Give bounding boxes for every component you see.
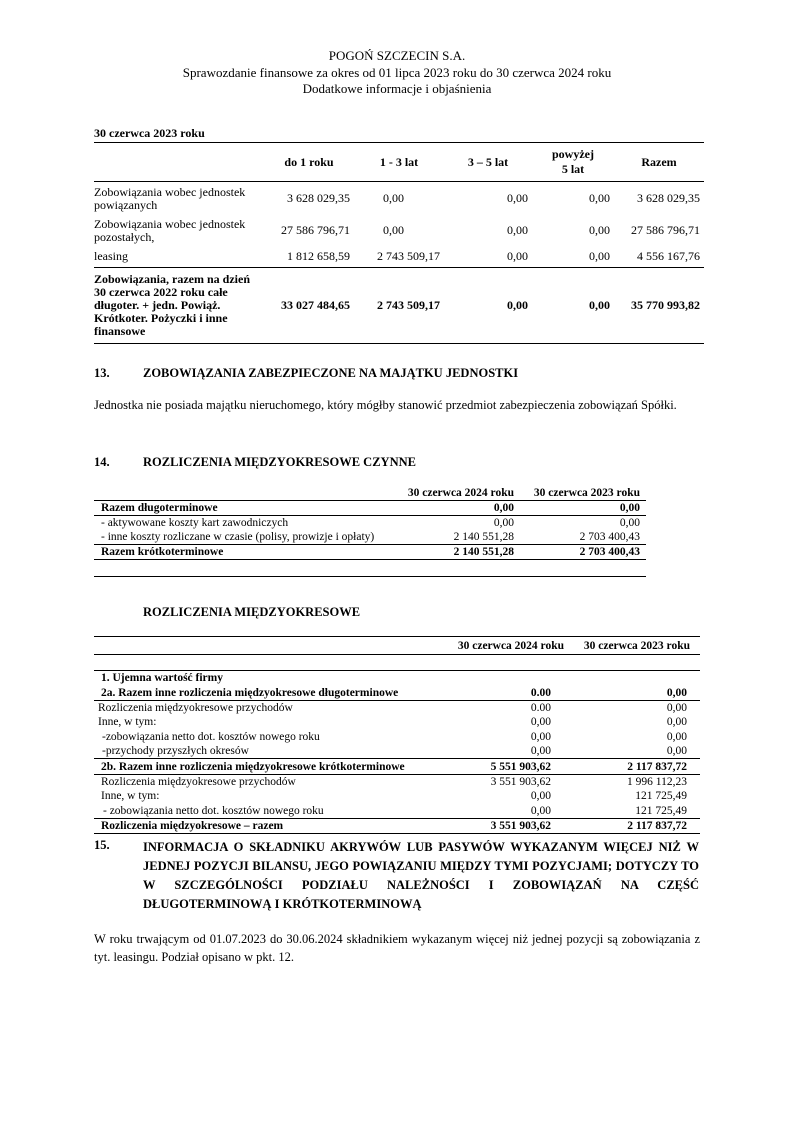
liabilities-maturity-table	[94, 142, 704, 344]
row-label: - inne koszty rozliczane w czasie (polisy, prowizje i opłaty)	[101, 531, 375, 543]
cell-value: 0.00	[530, 701, 551, 714]
table-header-cell: do 1 roku	[264, 143, 354, 182]
table-row	[94, 774, 700, 789]
cell-value: 2 140 551,28	[394, 545, 520, 560]
cell-value: 5 551 903,62	[424, 759, 564, 774]
table-total-row	[94, 545, 646, 560]
row-label: Zobowiązania, razem na dzień 30 czerwca 2022 roku całe długoter. + jedn. Powiąż. Krótkoter. Pożyczki i inne finansowe	[94, 268, 264, 344]
table-header-cell	[94, 637, 424, 655]
prepayments-table	[94, 486, 646, 560]
cell-value: 0,00	[394, 501, 520, 516]
cell-value: 1 812 658,59	[287, 248, 350, 263]
row-label: Razem długoterminowe	[94, 501, 394, 516]
table-row	[94, 516, 646, 531]
cell-value: 0,00	[493, 517, 514, 529]
row-label: Inne, w tym:	[98, 716, 157, 729]
table-header-cell: 30 czerwca 2023 roku	[520, 486, 646, 501]
row-label: leasing	[94, 248, 128, 263]
section-number: 14.	[94, 455, 110, 469]
row-label: -zobowiązania netto dot. kosztów nowego roku	[102, 730, 320, 743]
section-title: ROZLICZENIA MIĘDZYOKRESOWE	[143, 605, 361, 619]
row-label: Rozliczenia międzyokresowe przychodów	[98, 701, 293, 714]
table-row	[94, 789, 700, 803]
spacer-cell	[94, 655, 424, 671]
cell-value: 2 117 837,72	[564, 759, 700, 774]
section-text: W roku trwającym od 01.07.2023 do 30.06.2024 składnikiem wykazanym więcej niż jednej pozycji są zobowiązania z tyt. leasingu. Podział opisano w pkt. 12.	[94, 932, 700, 964]
row-label: - aktywowane koszty kart zawodniczych	[101, 517, 289, 529]
cell-value: 2 703 400,43	[579, 531, 640, 543]
cell-value: 27 586 796,71	[281, 223, 350, 237]
cell-value: 0,00	[530, 730, 551, 743]
table-header-cell: 30 czerwca 2024 roku	[394, 486, 520, 501]
table-header-cell	[94, 486, 394, 501]
cell-value: 0,00	[507, 223, 528, 237]
company-name: POGOŃ SZCZECIN S.A.	[328, 48, 466, 63]
cell-value: 0,00	[564, 685, 700, 700]
cell-value: 0,00	[589, 191, 610, 206]
table-header-cell	[94, 143, 264, 182]
cell-value: 3 628 029,35	[287, 191, 350, 206]
accruals-table	[94, 636, 700, 834]
cell-value: 4 556 167,76	[637, 248, 700, 263]
row-label: 2a. Razem inne rozliczenia międzyokresowe długoterminowe	[94, 685, 424, 700]
table-row	[94, 715, 700, 729]
table-row	[94, 685, 700, 700]
spacer-cell	[424, 655, 564, 671]
cell-value: 2 743 509,17	[377, 248, 440, 263]
cell-value: 0,00	[424, 804, 564, 819]
cell-value: 0,00	[532, 268, 614, 344]
cell-value: 0,00	[424, 744, 564, 759]
cell-value: 35 770 993,82	[614, 268, 704, 344]
cell-value: 121 725,49	[564, 804, 700, 819]
header-line: powyżej	[552, 147, 594, 161]
table-header-cell: 30 czerwca 2024 roku	[424, 637, 564, 655]
cell-value: 0,00	[530, 716, 551, 729]
table-header-cell: 1 - 3 lat	[354, 143, 444, 182]
cell-value: 0,00	[589, 248, 610, 263]
cell-value	[564, 671, 700, 686]
row-label: - zobowiązania netto dot. kosztów nowego roku	[94, 804, 424, 819]
table-row	[94, 216, 704, 246]
table-row	[94, 804, 700, 819]
table-row	[94, 700, 700, 715]
table-row	[94, 671, 700, 686]
cell-value: 0,00	[666, 730, 687, 743]
section-title: ROZLICZENIA MIĘDZYOKRESOWE CZYNNE	[143, 455, 416, 469]
table-row	[94, 182, 704, 216]
cell-value: 2 140 551,28	[453, 531, 514, 543]
table1-title: 30 czerwca 2023 roku	[94, 126, 205, 140]
table-spacer-row	[94, 655, 700, 671]
cell-value: 2 117 837,72	[564, 818, 700, 833]
report-section: Dodatkowe informacje i objaśnienia	[302, 81, 492, 96]
table-row	[94, 530, 646, 545]
row-label: Rozliczenia międzyokresowe przychodów	[101, 775, 296, 788]
cell-value: 33 027 484,65	[264, 268, 354, 344]
cell-value: 0,00	[666, 701, 687, 714]
cell-value: 3 551 903,62	[490, 775, 551, 788]
table-row	[94, 246, 704, 268]
table-header-cell	[532, 143, 614, 182]
table-header-row	[94, 486, 646, 501]
cell-value: 2 743 509,17	[354, 268, 444, 344]
section-number: 15.	[94, 838, 110, 852]
cell-value: 0,00	[444, 268, 532, 344]
divider	[94, 576, 646, 577]
section-title: ZOBOWIĄZANIA ZABEZPIECZONE NA MAJĄTKU JEDNOSTKI	[143, 366, 519, 380]
table-row	[94, 730, 700, 744]
table-row	[94, 744, 700, 759]
table-header-row	[94, 637, 700, 655]
table-header-cell: Razem	[614, 143, 704, 182]
cell-value: 0,00	[383, 223, 404, 237]
row-label: Zobowiązania wobec jednostek pozostałych,	[94, 216, 246, 244]
cell-value: 0,00	[666, 716, 687, 729]
cell-value: 1 996 112,23	[627, 775, 687, 788]
cell-value: 0,00	[507, 248, 528, 263]
cell-value: 3 551 903,62	[424, 818, 564, 833]
table-header-row	[94, 143, 704, 182]
row-label: Inne, w tym:	[101, 790, 160, 803]
table-row	[94, 759, 700, 774]
spacer-cell	[564, 655, 700, 671]
cell-value	[424, 671, 564, 686]
cell-value: 0,00	[383, 191, 404, 206]
table-header-cell: 3 – 5 lat	[444, 143, 532, 182]
header-line: 5 lat	[561, 162, 585, 176]
cell-value: 0,00	[507, 191, 528, 206]
cell-value: 27 586 796,71	[631, 223, 700, 237]
row-label: Razem krótkoterminowe	[94, 545, 394, 560]
cell-value: 0,00	[520, 501, 646, 516]
cell-value: 121 725,49	[635, 790, 687, 803]
cell-value: 0,00	[530, 790, 551, 803]
table-total-row	[94, 268, 704, 344]
row-label: 2b. Razem inne rozliczenia międzyokresowe krótkoterminowe	[94, 759, 424, 774]
row-label: Rozliczenia międzyokresowe – razem	[94, 818, 424, 833]
row-label: Zobowiązania wobec jednostek powiązanych	[94, 184, 246, 212]
table-total-row	[94, 818, 700, 833]
report-subtitle: Sprawozdanie finansowe za okres od 01 lipca 2023 roku do 30 czerwca 2024 roku	[182, 65, 612, 80]
cell-value: 0.00	[424, 685, 564, 700]
cell-value: 0,00	[589, 223, 610, 237]
cell-value: 0,00	[619, 517, 640, 529]
section-number: 13.	[94, 366, 110, 380]
section-title: INFORMACJA O SKŁADNIKU AKRYWÓW LUB PASYWÓW WYKAZANYM WIĘCEJ NIŻ W JEDNEJ POZYCJI BILANSU, JEGO POWIĄZANIU MIĘDZY TYMI POZYCJAMI; DOTYCZY TO W SZCZEGÓLNOŚCI PODZIAŁU NALEŻNOŚCI I ZOBOWIĄZAŃ NA CZĘŚĆ DŁUGOTERMINOWĄ I KRÓTKOTERMINOWĄ	[143, 840, 699, 911]
cell-value: 0,00	[564, 744, 700, 759]
table-row	[94, 501, 646, 516]
section-text: Jednostka nie posiada majątku nieruchomego, który mógłby stanowić przedmiot zabezpieczenia zobowiązań Spółki.	[94, 398, 677, 412]
row-label: 1. Ujemna wartość firmy	[94, 671, 424, 686]
table-header-cell: 30 czerwca 2023 roku	[564, 637, 700, 655]
cell-value: 2 703 400,43	[520, 545, 646, 560]
row-label: -przychody przyszłych okresów	[94, 744, 424, 759]
cell-value: 3 628 029,35	[637, 191, 700, 206]
